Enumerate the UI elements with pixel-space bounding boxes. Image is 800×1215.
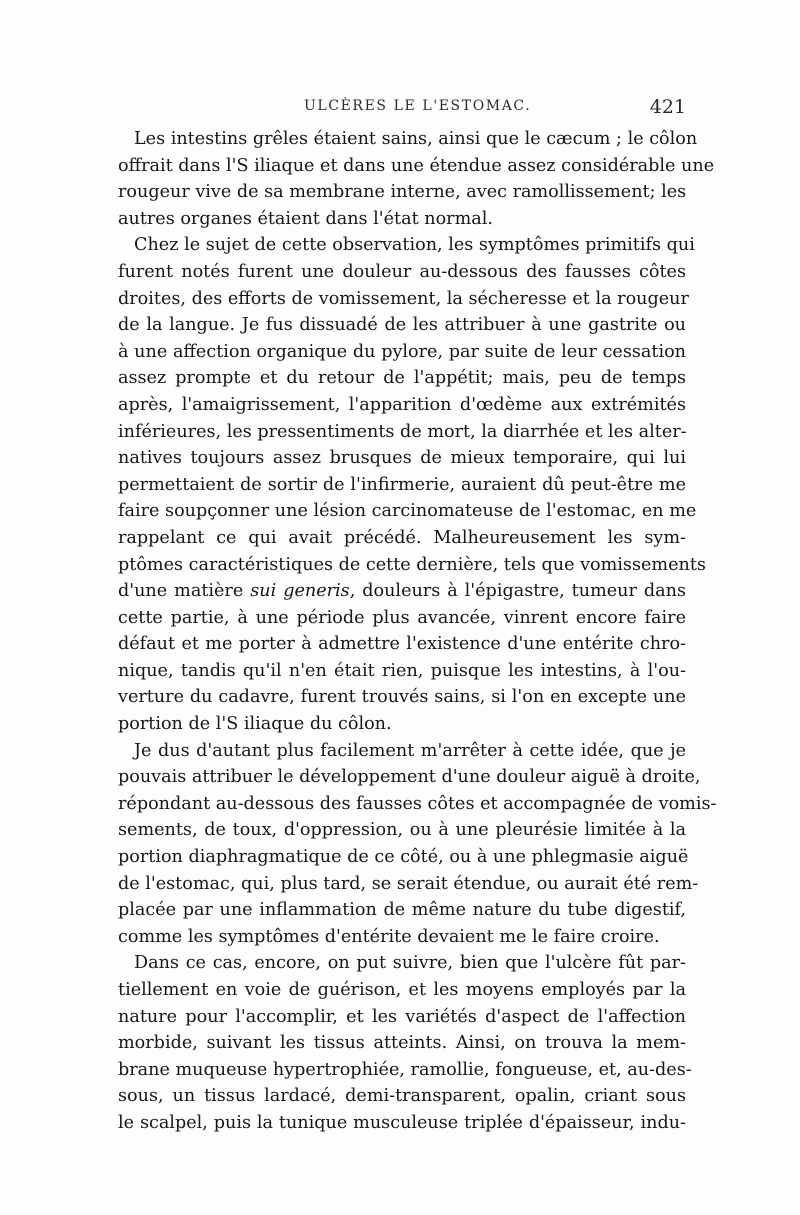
body-text <box>118 126 717 1137</box>
text-line: natives toujours assez brusques de mieux temporaire, qui lui <box>118 448 686 469</box>
text-line: répondant au-dessous des fausses côtes et accompagnée de vomis- <box>118 793 717 814</box>
text-line: après, l'amaigrissement, l'apparition d'œdème aux extrémités <box>118 394 686 415</box>
running-header <box>118 96 686 122</box>
text-line: Chez le sujet de cette observation, les symptômes primitifs qui <box>134 235 695 256</box>
text-line: portion diaphragmatique de ce côté, ou à une phlegmasie aiguë <box>118 847 689 868</box>
text-line: sements, de toux, d'oppression, ou à une pleurésie limitée à la <box>118 820 686 841</box>
text-line: le scalpel, puis la tunique musculeuse triplée d'épaisseur, indu- <box>118 1112 686 1133</box>
text-line: permettaient de sortir de l'infirmerie, auraient dû peut-être me <box>118 474 686 495</box>
text-line: Dans ce cas, encore, on put suivre, bien que l'ulcère fût par- <box>134 953 686 974</box>
text-line: tiellement en voie de guérison, et les moyens employés par la <box>118 980 686 1000</box>
text-line: Je dus d'autant plus facilement m'arrêter à cette idée, que je <box>134 740 686 761</box>
text-line: inférieures, les pressentiments de mort, la diarrhée et les alter- <box>118 421 687 442</box>
text-line: offrait dans l'S iliaque et dans une étendue assez considérable une <box>118 155 715 176</box>
text-line: cette partie, à une période plus avancée, vinrent encore faire <box>118 607 686 628</box>
text-line: à une affection organique du pylore, par suite de leur cessation <box>118 341 686 362</box>
text-line: autres organes étaient dans l'état normal. <box>118 208 493 229</box>
text-line: Les intestins grêles étaient sains, ainsi que le cæcum ; le côlon <box>134 129 698 149</box>
text-line: ptômes caractéristiques de cette dernière, tels que vomissements <box>118 554 706 575</box>
text-line: défaut et me porter à admettre l'existence d'une entérite chro- <box>118 634 686 655</box>
text-fragment: d'une matière <box>118 581 251 602</box>
text-line: portion de l'S iliaque du côlon. <box>118 714 392 735</box>
text-line: verture du cadavre, furent trouvés sains, si l'on en excepte une <box>118 687 686 708</box>
text-line: brane muqueuse hypertrophiée, ramollie, fongueuse, et, au-des- <box>118 1059 692 1080</box>
text-fragment: , douleurs à l'épigastre, tumeur dans <box>349 581 687 602</box>
text-line: de l'estomac, qui, plus tard, se serait étendue, ou aurait été rem- <box>118 873 699 894</box>
italic-phrase: sui generis <box>250 581 350 602</box>
text-line: rappelant ce qui avait précédé. Malheureusement les sym- <box>118 527 686 548</box>
text-line: nature pour l'accomplir, et les variétés d'aspect de l'affection <box>118 1006 686 1027</box>
text-line: faire soupçonner une lésion carcinomateuse de l'estomac, en me <box>118 501 697 522</box>
text-line: assez prompte et du retour de l'appétit; mais, peu de temps <box>118 368 686 389</box>
text-line-with-italic <box>118 578 686 605</box>
page-number: 421 <box>649 96 686 118</box>
text-line: pouvais attribuer le développement d'une douleur aiguë à droite, <box>118 767 701 788</box>
text-line: rougeur vive de sa membrane interne, avec ramollissement; les <box>118 182 687 203</box>
text-line: morbide, suivant les tissus atteints. Ainsi, on trouva la mem- <box>118 1033 686 1054</box>
text-line: de la langue. Je fus dissuadé de les attribuer à une gastrite ou <box>118 315 686 336</box>
text-line: nique, tandis qu'il n'en était rien, puisque les intestins, à l'ou- <box>118 660 686 681</box>
text-line: comme les symptômes d'entérite devaient me le faire croire. <box>118 926 660 947</box>
text-line: placée par une inflammation de même nature du tube digestif, <box>118 900 686 921</box>
running-title: ULCÈRES LE L'ESTOMAC. <box>304 98 532 114</box>
text-line: sous, un tissus lardacé, demi-transparent, opalin, criant sous <box>118 1086 686 1107</box>
text-line: droites, des efforts de vomissement, la sécheresse et la rougeur <box>118 288 689 309</box>
text-line: furent notés furent une douleur au-dessous des fausses côtes <box>118 261 686 282</box>
